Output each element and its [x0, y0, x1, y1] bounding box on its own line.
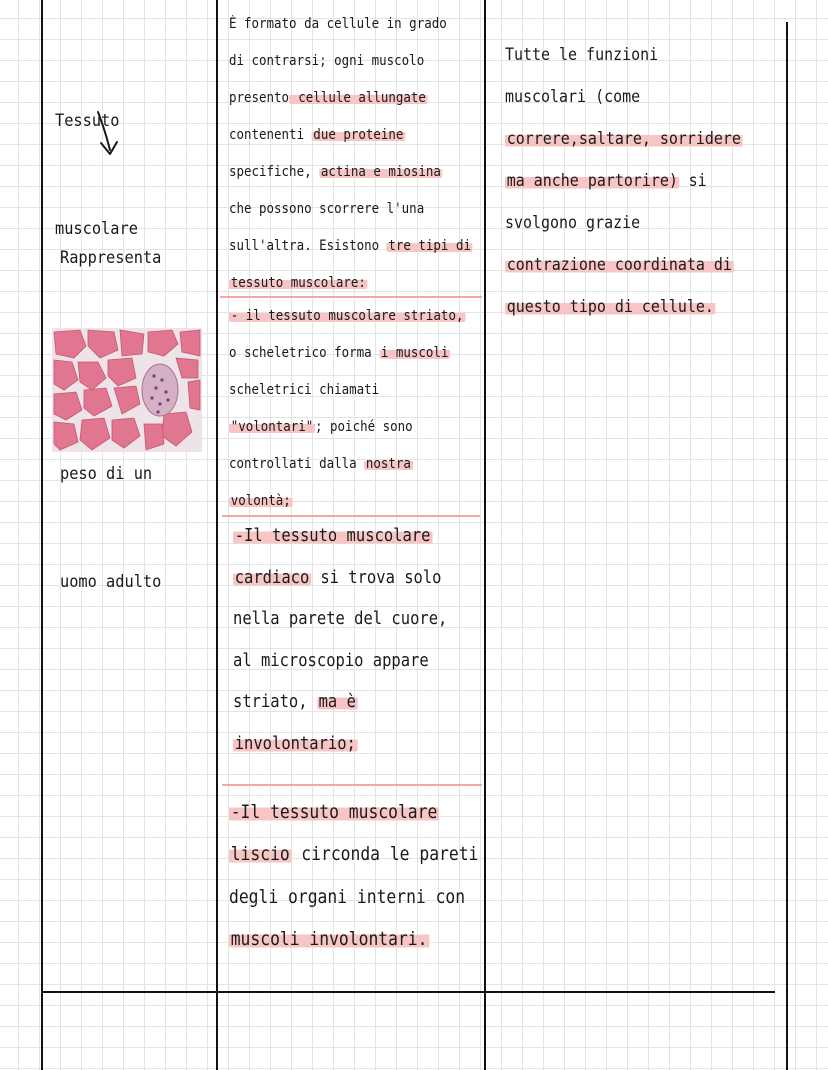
plain-text: ; poiché sono — [315, 419, 413, 435]
plain-text: È formato da cellule in grado — [229, 16, 447, 32]
highlighted-text: muscoli involontari. — [230, 927, 428, 950]
text-line — [233, 681, 447, 723]
plain-text: di contrarsi; ogni muscolo — [229, 53, 425, 69]
plain-text: sull'altra. Esistono — [229, 238, 387, 254]
table-row-divider — [42, 991, 775, 993]
section-divider — [222, 784, 482, 786]
plain-text: nella parete del cuore, — [233, 608, 448, 630]
plain-text: o scheletrico forma — [229, 345, 380, 361]
text-line — [229, 791, 478, 833]
topic-title-line: muscolare — [55, 219, 138, 239]
highlighted-text: tessuto muscolare: — [230, 275, 366, 291]
table-border-left — [41, 0, 43, 1070]
fact-line: uomo adulto — [60, 572, 162, 592]
plain-text: striato, — [233, 691, 317, 713]
text-line — [229, 191, 473, 228]
plain-text: contenenti — [229, 127, 312, 143]
text-line — [505, 160, 743, 202]
highlighted-text: -Il tessuto muscolare — [234, 525, 431, 546]
plain-text: che possono scorrere l'una — [229, 201, 425, 217]
text-line — [229, 6, 473, 43]
highlighted-text: -Il tessuto muscolare — [230, 801, 438, 823]
plain-text: al microscopio appare — [233, 649, 429, 671]
highlighted-text: "volontari" — [230, 419, 314, 435]
text-line — [229, 298, 465, 335]
table-border-right — [786, 22, 788, 1070]
plain-text: si — [679, 171, 707, 191]
plain-text: degli organi interni con — [229, 885, 466, 908]
highlighted-text: questo tipo di cellule. — [506, 297, 714, 317]
text-line — [229, 335, 465, 372]
highlighted-text: cardiaco — [234, 566, 310, 588]
text-line — [229, 265, 473, 302]
text-line — [233, 515, 447, 557]
plain-text: muscolari (come — [505, 87, 641, 107]
functions-text — [505, 34, 743, 328]
highlighted-text: actina e miosina — [320, 164, 441, 180]
plain-text: Tutte le funzioni — [505, 45, 659, 65]
text-line — [505, 118, 743, 160]
plain-text: specifiche, — [229, 164, 320, 180]
highlighted-text: involontario; — [234, 732, 356, 754]
fact-line: peso di un — [60, 464, 153, 484]
text-line — [505, 244, 743, 286]
text-line — [229, 228, 473, 265]
text-line — [229, 117, 473, 154]
highlighted-text: volontà; — [230, 493, 291, 509]
highlighted-text: correre,saltare, sorridere — [506, 129, 741, 149]
highlighted-text: liscio — [230, 843, 290, 866]
text-line — [229, 43, 473, 80]
text-line — [505, 286, 743, 328]
text-line — [505, 76, 743, 118]
text-line — [229, 833, 478, 875]
plain-text: svolgono grazie — [505, 213, 641, 233]
text-line — [233, 598, 447, 640]
highlighted-text: cellule allungate — [290, 90, 426, 106]
highlighted-text: due proteine — [313, 127, 404, 143]
highlighted-text: ma anche partorire) — [506, 171, 678, 191]
topic-title-line: Tessuto — [55, 111, 120, 131]
description-cardiac — [233, 515, 447, 765]
highlighted-text: ma è — [318, 691, 356, 713]
plain-text: circonda le pareti — [291, 843, 479, 866]
fact-line: Rappresenta — [60, 248, 162, 268]
text-line — [229, 446, 465, 483]
highlighted-text: tre tipi di — [388, 238, 471, 254]
text-line — [229, 876, 478, 918]
text-line — [233, 640, 447, 682]
description-striated — [229, 298, 465, 520]
plain-text: scheletrici chiamati — [229, 382, 380, 398]
arrow-down-icon — [95, 110, 125, 160]
plain-text: controllati dalla — [229, 456, 365, 472]
text-line — [229, 80, 473, 117]
description-smooth — [229, 791, 478, 960]
text-line — [505, 202, 743, 244]
text-line — [505, 34, 743, 76]
muscle-micrograph — [52, 328, 202, 452]
text-line — [229, 372, 465, 409]
table-column-divider-1 — [216, 0, 218, 1070]
plain-text: si trova solo — [311, 566, 442, 588]
text-line — [229, 154, 473, 191]
text-line — [233, 557, 447, 599]
description-intro — [229, 6, 473, 302]
table-column-divider-2 — [484, 0, 486, 1070]
highlighted-text: contrazione coordinata di — [506, 255, 732, 275]
highlighted-text: - il tessuto muscolare striato, — [230, 308, 464, 324]
text-line — [233, 723, 447, 765]
text-line — [229, 918, 478, 960]
highlighted-text: i muscoli — [380, 345, 449, 361]
text-line — [229, 409, 465, 446]
plain-text: presento — [229, 90, 290, 106]
highlighted-text: nostra — [365, 456, 411, 472]
